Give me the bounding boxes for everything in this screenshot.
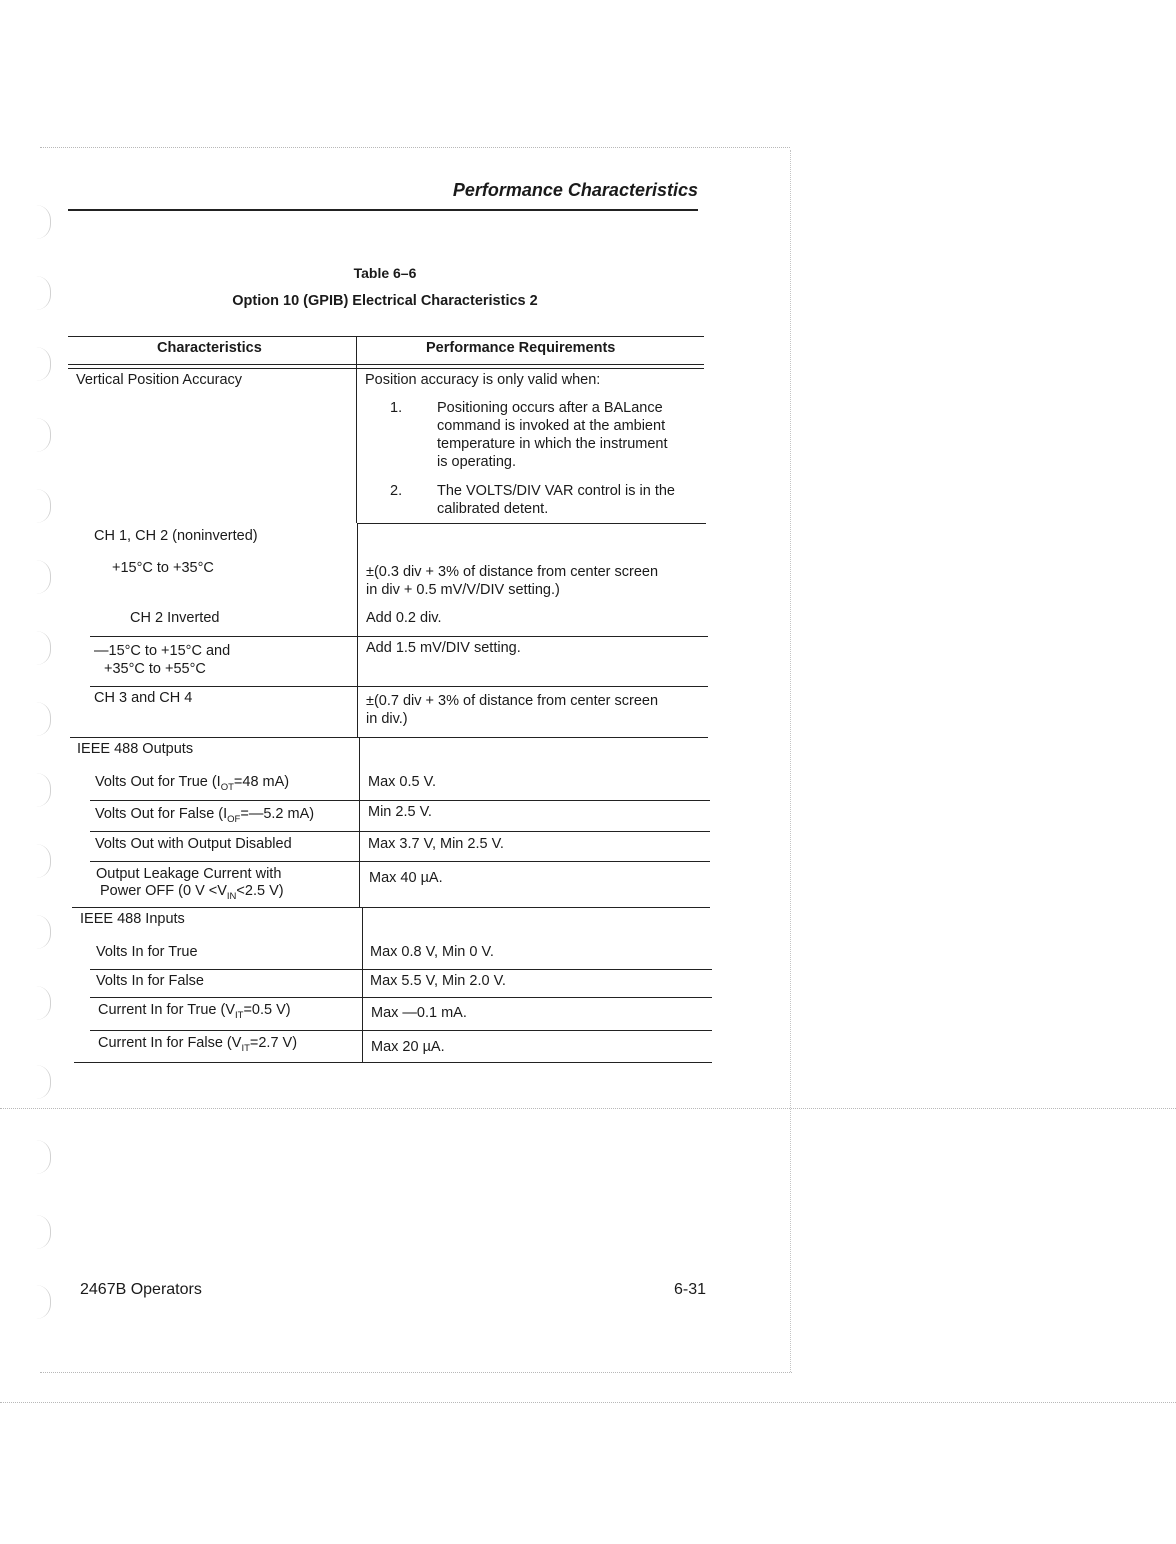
row-rule xyxy=(90,636,708,637)
ch34-label: CH 3 and CH 4 xyxy=(94,690,193,706)
leakage-label: Power OFF (0 $V <V_{IN}<2.5$ V) xyxy=(100,883,284,902)
table-number: Table 6–6 xyxy=(353,265,417,281)
row-rule xyxy=(90,861,710,862)
binder-hole xyxy=(36,1215,51,1249)
row-rule xyxy=(90,686,708,687)
vpa-item1-line: Positioning occurs after a BALance xyxy=(437,400,663,416)
footer-page-number: 6-31 xyxy=(674,1281,707,1298)
vpa-label: Vertical Position Accuracy xyxy=(76,372,243,388)
binder-hole xyxy=(36,844,51,878)
scan-line-lower xyxy=(0,1402,1176,1403)
vin-true-requirement: Max 0.8 V, Min 0 V. xyxy=(370,944,494,960)
row-rule xyxy=(90,831,710,832)
scan-line-mid xyxy=(0,1108,1176,1109)
vpa-item1-line: is operating. xyxy=(437,454,516,470)
iin-true-label: Current In for True ($V_{IT}=0.5$ V) xyxy=(98,1002,291,1021)
vout-disabled-label: Volts Out with Output Disabled xyxy=(95,836,292,852)
ch12-label: CH 1, CH 2 (noninverted) xyxy=(94,528,258,544)
scan-border-bottom xyxy=(40,1372,792,1373)
iin-true-requirement: Max —0.1 mA. xyxy=(371,1005,467,1021)
scan-border-right xyxy=(790,150,791,1372)
binder-hole xyxy=(36,702,51,736)
scan-border-top xyxy=(40,147,790,148)
leakage-requirement: Max 40 µA. xyxy=(369,870,443,886)
header-double-rule xyxy=(68,368,704,369)
binder-hole xyxy=(36,1285,51,1319)
ch2inv-requirement: Add 0.2 div. xyxy=(366,610,442,626)
temp-ext-label: —15°C to +15°C and xyxy=(94,643,231,659)
vpa-intro: Position accuracy is only valid when: xyxy=(365,372,601,388)
vout-false-label: Volts Out for False ($I_{OF}=—5.2$ mA) xyxy=(95,806,315,825)
vin-true-label: Volts In for True xyxy=(96,944,198,960)
row-rule xyxy=(90,800,710,801)
column-divider xyxy=(362,907,363,1062)
row-rule xyxy=(90,969,712,970)
row-rule xyxy=(70,737,708,738)
header-rule xyxy=(68,209,698,211)
row-rule xyxy=(90,997,712,998)
temp-ext-label: +35°C to +55°C xyxy=(104,661,206,677)
vpa-item2-line: calibrated detent. xyxy=(437,501,549,517)
inputs-heading: IEEE 488 Inputs xyxy=(80,911,185,927)
table-rule-bottom xyxy=(74,1062,712,1063)
row-rule xyxy=(90,1030,712,1031)
row-rule xyxy=(72,907,710,908)
ch34-requirement: in div.) xyxy=(366,711,408,727)
binder-hole xyxy=(36,773,51,807)
vpa-item2-line: The VOLTS/DIV VAR control is in the xyxy=(437,483,675,499)
header-double-rule xyxy=(68,364,704,365)
ch12-requirement: ±(0.3 div + 3% of distance from center screen xyxy=(366,564,659,580)
column-divider xyxy=(357,523,358,737)
running-head: Performance Characteristics xyxy=(452,180,698,200)
temp-ext-requirement: Add 1.5 mV/DIV setting. xyxy=(366,640,521,656)
column-header-characteristics: Characteristics xyxy=(157,340,262,356)
vin-false-label: Volts In for False xyxy=(96,973,204,989)
vpa-item2-number: 2. xyxy=(390,483,403,499)
column-divider xyxy=(356,337,357,523)
vpa-item1-number: 1. xyxy=(390,400,403,416)
leakage-label: Output Leakage Current with xyxy=(96,866,282,882)
vpa-item1-line: temperature in which the instrument xyxy=(437,436,668,452)
ch2inv-label: CH 2 Inverted xyxy=(130,610,220,626)
iin-false-requirement: Max 20 µA. xyxy=(371,1039,445,1055)
ch34-requirement: ±(0.7 div + 3% of distance from center screen xyxy=(366,693,659,709)
binder-hole xyxy=(36,915,51,949)
row-rule xyxy=(358,523,706,524)
vout-disabled-requirement: Max 3.7 V, Min 2.5 V. xyxy=(368,836,504,852)
binder-hole xyxy=(36,560,51,594)
table-title: Option 10 (GPIB) Electrical Characteristics 2 xyxy=(232,293,538,309)
binder-hole xyxy=(36,986,51,1020)
binder-hole xyxy=(36,347,51,381)
ch12-requirement: in div + 0.5 mV/V/DIV setting.) xyxy=(366,582,560,598)
vin-false-requirement: Max 5.5 V, Min 2.0 V. xyxy=(370,973,506,989)
vpa-item1-line: command is invoked at the ambient xyxy=(437,418,666,434)
column-divider xyxy=(359,737,360,907)
binder-hole xyxy=(36,489,51,523)
vout-false-requirement: Min 2.5 V. xyxy=(368,804,432,820)
binder-hole xyxy=(36,418,51,452)
iin-false-label: Current In for False ($V_{IT}=2.7$ V) xyxy=(98,1035,298,1054)
table-rule-top xyxy=(68,336,704,337)
binder-hole xyxy=(36,1140,51,1174)
ch12-temp: +15°C to +35°C xyxy=(112,560,214,576)
binder-hole xyxy=(36,205,51,239)
vout-true-label: Volts Out for True ($I_{OT}=48$ mA) xyxy=(95,774,290,793)
vout-true-requirement: Max 0.5 V. xyxy=(368,774,436,790)
binder-hole xyxy=(36,1065,51,1099)
column-header-performance: Performance Requirements xyxy=(426,340,616,356)
footer-manual-name: 2467B Operators xyxy=(80,1281,202,1298)
outputs-heading: IEEE 488 Outputs xyxy=(77,741,194,757)
binder-hole xyxy=(36,631,51,665)
